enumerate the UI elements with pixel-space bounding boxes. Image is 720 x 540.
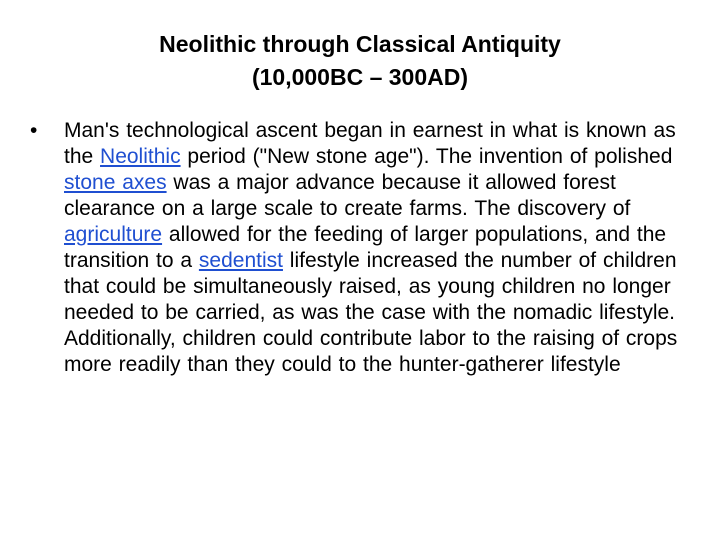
title-line-2: (10,000BC – 300AD) (251, 64, 469, 90)
paragraph-text-3: was a major advance because it allowed forest clearance on a large scale to create farms. The discovery of (64, 171, 631, 220)
slide-title (60, 28, 660, 94)
paragraph-text-1: Man's technological ascent began in earnest in what is known as the (64, 119, 676, 168)
link-stone-axes[interactable]: stone axes (64, 171, 167, 194)
bullet-marker: • (30, 119, 38, 142)
bullet-item (30, 118, 680, 378)
title-line-1: Neolithic through Classical Antiquity (159, 31, 561, 57)
paragraph-text-4: allowed for the feeding of larger populations, and the transition to a (64, 223, 667, 272)
link-neolithic[interactable]: Neolithic (100, 145, 181, 168)
link-agriculture[interactable]: agriculture (64, 223, 163, 246)
paragraph-text-5: lifestyle increased the number of children that could be simultaneously raised, as young children no longer needed to be carried, as was the case with the nomadic lifestyle. Additionally, children could contribute labor to the raising of crops more readily than they could to the hunter-gatherer lifestyle (64, 249, 678, 376)
link-sedentist[interactable]: sedentist (198, 249, 283, 272)
bullet-paragraph (64, 118, 680, 378)
paragraph-text-2: period ("New stone age"). The invention of polished (180, 145, 673, 168)
